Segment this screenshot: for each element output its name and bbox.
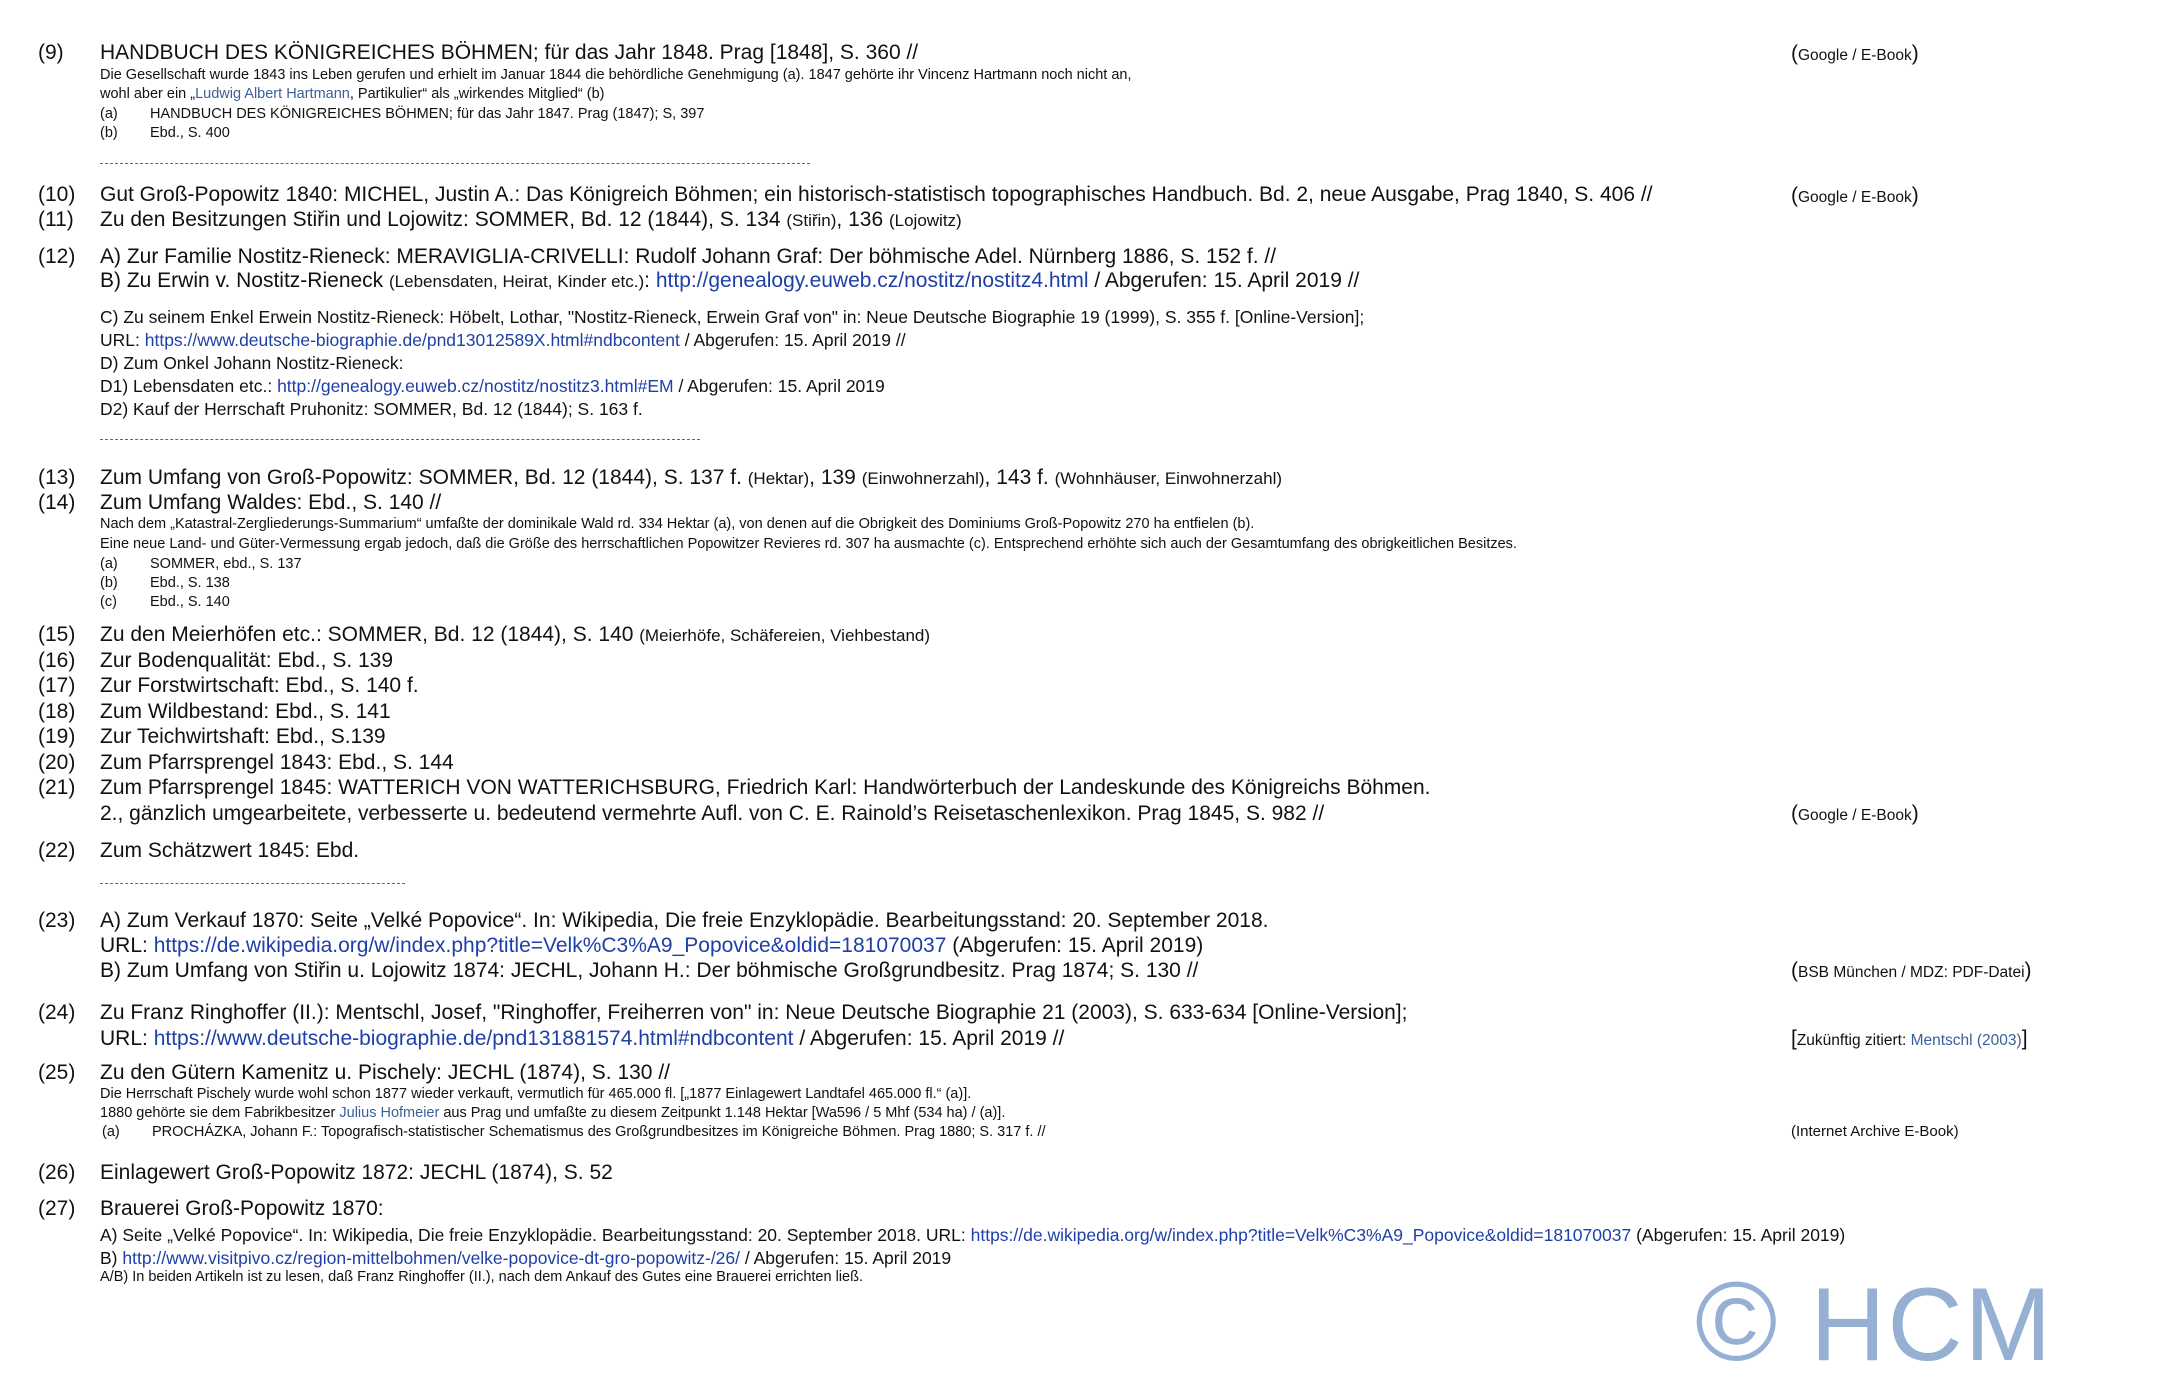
footnote-number: (26) xyxy=(38,1161,76,1184)
footnote-number: (24) xyxy=(38,1001,76,1024)
citation-text: B) Zum Umfang von Stiřin u. Lojowitz 1874: JECHL, Johann H.: Der böhmische Großgrundbesitz. Prag 1874; S. 130 // xyxy=(100,959,1199,982)
citation-text: Zu den Meierhöfen etc.: SOMMER, Bd. 12 (1844), S. 140 (Meierhöfe, Schäfereien, Viehbestand) xyxy=(100,623,931,646)
footnote-number: (22) xyxy=(38,839,76,862)
footnote-number: (23) xyxy=(38,909,76,932)
citation-text: B) http://www.visitpivo.cz/region-mittelbohmen/velke-popovice-dt-gro-popowitz-/26/ / Abgerufen: 15. April 2019 xyxy=(100,1248,952,1268)
sub-reference: (a) HANDBUCH DES KÖNIGREICHES BÖHMEN; für das Jahr 1847. Prag (1847); S, 397 xyxy=(100,106,705,122)
citation-text: A) Zur Familie Nostitz-Rieneck: MERAVIGLIA-CRIVELLI: Rudolf Johann Graf: Der böhmische Adel. Nürnberg 1886, S. 152 f. // xyxy=(100,245,1277,268)
source-text: Google / E-Book xyxy=(1798,47,1912,64)
citation-text: Gut Groß-Popowitz 1840: MICHEL, Justin A.: Das Königreich Böhmen; ein historisch-statistisch topographisches Handbuch. Bd. 2, neue Ausgabe, Prag 1840, S. 406 // xyxy=(100,183,1653,206)
citation-shortlink[interactable]: Mentschl (2003) xyxy=(1910,1032,2022,1049)
genealogy-link[interactable]: http://genealogy.euweb.cz/nostitz/nostitz3.html#EM xyxy=(277,376,674,396)
citation-text: 2., gänzlich umgearbeitete, verbesserte u. bedeutend vermehrte Aufl. von C. E. Rainold’s Reisetaschenlexikon. Prag 1845, S. 982 // xyxy=(100,802,1325,825)
source-label: (Google / E-Book) xyxy=(1791,42,1919,65)
person-link[interactable]: Ludwig Albert Hartmann xyxy=(195,86,350,102)
citation-text: Zum Umfang von Groß-Popowitz: SOMMER, Bd. 12 (1844), S. 137 f. (Hektar), 139 (Einwohnerzahl), 143 f. (Wohnhäuser, Einwohnerzahl) xyxy=(100,466,1283,489)
sub-reference: (a) PROCHÁZKA, Johann F.: Topografisch-statistischer Schematismus des Großgrundbesitzes im Königreiche Böhmen. Prag 1880; S. 317 f. // xyxy=(102,1124,1046,1140)
footnote-number: (17) xyxy=(38,674,76,697)
sub-reference: (a) SOMMER, ebd., S. 137 xyxy=(100,556,302,572)
citation-text: Zur Forstwirtschaft: Ebd., S. 140 f. xyxy=(100,674,419,697)
citation-text: B) Zu Erwin v. Nostitz-Rieneck (Lebensdaten, Heirat, Kinder etc.): http://genealogy.euweb.cz/nostitz/nostitz4.html / Abgerufen: 15. April 2019 // xyxy=(100,269,1360,292)
wikipedia-link[interactable]: https://de.wikipedia.org/w/index.php?title=Velk%C3%A9_Popovice&oldid=181070037 xyxy=(970,1225,1632,1245)
sub-reference: (b) Ebd., S. 400 xyxy=(100,125,230,141)
url-line: URL: https://de.wikipedia.org/w/index.php?title=Velk%C3%A9_Popovice&oldid=181070037 (Abgerufen: 15. April 2019) xyxy=(100,934,1204,957)
footnote-number: (13) xyxy=(38,466,76,489)
visitpivo-link[interactable]: http://www.visitpivo.cz/region-mittelbohmen/velke-popovice-dt-gro-popowitz-/26/ xyxy=(122,1248,741,1268)
note-text: Die Gesellschaft wurde 1843 ins Leben gerufen und erhielt im Januar 1844 die behördliche Genehmigung (a). 1847 gehörte ihr Vincenz Hartmann noch nicht an, xyxy=(100,67,1132,83)
citation-text: Einlagewert Groß-Popowitz 1872: JECHL (1874), S. 52 xyxy=(100,1161,613,1184)
citation-text: Zum Umfang Waldes: Ebd., S. 140 // xyxy=(100,491,442,514)
deutsche-biographie-link[interactable]: https://www.deutsche-biographie.de/pnd13012589X.html#ndbcontent xyxy=(144,330,680,350)
citation-text: Zu den Gütern Kamenitz u. Pischely: JECHL (1874), S. 130 // xyxy=(100,1061,670,1084)
deutsche-biographie-link[interactable]: https://www.deutsche-biographie.de/pnd131881574.html#ndbcontent xyxy=(153,1027,794,1050)
citation-text: Zum Pfarrsprengel 1845: WATTERICH VON WATTERICHSBURG, Friedrich Karl: Handwörterbuch der Landeskunde des Königreichs Böhmen. xyxy=(100,776,1431,799)
citation-text: Zu Franz Ringhoffer (II.): Mentschl, Josef, "Ringhoffer, Freiherren von" in: Neue Deutsche Biographie 21 (2003), S. 633-634 [Online-Version]; xyxy=(100,1001,1408,1024)
wikipedia-link[interactable]: https://de.wikipedia.org/w/index.php?title=Velk%C3%A9_Popovice&oldid=181070037 xyxy=(153,934,947,957)
source-label: (BSB München / MDZ: PDF-Datei) xyxy=(1791,959,2032,982)
note-text: wohl aber ein „Ludwig Albert Hartmann, Partikulier“ als „wirkendes Mitglied“ (b) xyxy=(100,86,605,102)
citation-text: A) Seite „Velké Popovice“. In: Wikipedia, Die freie Enzyklopädie. Bearbeitungsstand: 20. September 2018. URL: https://de.wikipedia.org/w/index.php?title=Velk%C3%A9_Popovice&oldid=181070037 (Abgerufen: 15. April 2019) xyxy=(100,1225,1846,1245)
footnote-number: (21) xyxy=(38,776,76,799)
sub-reference: (b) Ebd., S. 138 xyxy=(100,575,230,591)
separator-line xyxy=(100,163,810,164)
citation-text: A) Zum Verkauf 1870: Seite „Velké Popovice“. In: Wikipedia, Die freie Enzyklopädie. Bearbeitungsstand: 20. September 2018. xyxy=(100,909,1269,932)
note-text: A/B) In beiden Artikeln ist zu lesen, daß Franz Ringhoffer (II.), nach dem Ankauf des Gutes eine Brauerei errichten ließ. xyxy=(100,1269,863,1285)
footnote-number: (11) xyxy=(38,208,74,231)
url-line: URL: https://www.deutsche-biographie.de/pnd131881574.html#ndbcontent / Abgerufen: 15. April 2019 // xyxy=(100,1027,1065,1050)
citation-text: Zur Teichwirtshaft: Ebd., S.139 xyxy=(100,725,386,748)
copyright-watermark xyxy=(1695,1259,2054,1384)
sub-reference: (c) Ebd., S. 140 xyxy=(100,594,230,610)
source-label: (Google / E-Book) xyxy=(1791,184,1919,207)
citation-text: Zum Pfarrsprengel 1843: Ebd., S. 144 xyxy=(100,751,454,774)
separator-line xyxy=(100,439,700,440)
footnote-number: (14) xyxy=(38,491,76,514)
citation-text: Zum Wildbestand: Ebd., S. 141 xyxy=(100,700,391,723)
footnote-number: (9) xyxy=(38,41,64,64)
note-text: Eine neue Land- und Güter-Vermessung ergab jedoch, daß die Größe des herrschaftlichen Popowitzer Revieres rd. 307 ha ausmachte (c). Entsprechend erhöhte sich auch der Gesamtumfang des obrigkeitlichen Besitzes. xyxy=(100,536,1517,552)
source-text: BSB München / MDZ: PDF-Datei xyxy=(1798,964,2025,981)
citation-text: Brauerei Groß-Popowitz 1870: xyxy=(100,1197,384,1220)
citation-text: Zu den Besitzungen Stiřin und Lojowitz: SOMMER, Bd. 12 (1844), S. 134 (Stiřin), 136 (Lojowitz) xyxy=(100,208,962,231)
footnote-number: (16) xyxy=(38,649,76,672)
source-text: Google / E-Book xyxy=(1798,807,1912,824)
copyright-icon: © xyxy=(1695,1259,1780,1384)
citation-text: C) Zu seinem Enkel Erwein Nostitz-Rieneck: Höbelt, Lothar, "Nostitz-Rieneck, Erwein Graf von" in: Neue Deutsche Biographie 19 (1999), S. 355 f. [Online-Version]; xyxy=(100,307,1365,327)
note-text: Nach dem „Katastral-Zergliederungs-Summarium“ umfaßte der dominikale Wald rd. 334 Hektar (a), von denen auf die Obrigkeit des Dominiums Groß-Popowitz 270 ha entfielen (b). xyxy=(100,516,1255,532)
source-label: (Google / E-Book) xyxy=(1791,802,1919,825)
source-label: [Zukünftig zitiert: Mentschl (2003)] xyxy=(1791,1027,2028,1050)
citation-text: HANDBUCH DES KÖNIGREICHES BÖHMEN; für das Jahr 1848. Prag [1848], S. 360 // xyxy=(100,41,919,64)
citation-text: Zum Schätzwert 1845: Ebd. xyxy=(100,839,360,862)
source-text: Google / E-Book xyxy=(1798,189,1912,206)
watermark-text: HCM xyxy=(1779,1267,2054,1383)
source-label: (Internet Archive E-Book) xyxy=(1791,1123,1959,1140)
citation-text: Zur Bodenqualität: Ebd., S. 139 xyxy=(100,649,394,672)
footnote-number: (15) xyxy=(38,623,76,646)
footnote-number: (27) xyxy=(38,1197,76,1220)
footnote-number: (19) xyxy=(38,725,76,748)
footnote-number: (10) xyxy=(38,183,76,206)
footnote-number: (20) xyxy=(38,751,76,774)
genealogy-link[interactable]: http://genealogy.euweb.cz/nostitz/nostitz4.html xyxy=(655,269,1089,292)
citation-text: D1) Lebensdaten etc.: http://genealogy.euweb.cz/nostitz/nostitz3.html#EM / Abgerufen: 15. April 2019 xyxy=(100,376,885,396)
note-text: 1880 gehörte sie dem Fabrikbesitzer Julius Hofmeier aus Prag und umfaßte zu diesem Zeitpunkt 1.148 Hektar [Wa596 / 5 Mhf (534 ha) / (a)]. xyxy=(100,1105,1006,1121)
footnote-number: (18) xyxy=(38,700,76,723)
person-link[interactable]: Julius Hofmeier xyxy=(339,1105,440,1121)
citation-text: D) Zum Onkel Johann Nostitz-Rieneck: xyxy=(100,353,404,373)
note-text: Die Herrschaft Pischely wurde wohl schon 1877 wieder verkauft, vermutlich für 465.000 fl. [„1877 Einlagewert Landtafel 465.000 fl.“ (a)]. xyxy=(100,1086,972,1102)
footnote-number: (12) xyxy=(38,245,76,268)
citation-text: D2) Kauf der Herrschaft Pruhonitz: SOMMER, Bd. 12 (1844); S. 163 f. xyxy=(100,399,643,419)
url-line: URL: https://www.deutsche-biographie.de/pnd13012589X.html#ndbcontent / Abgerufen: 15. April 2019 // xyxy=(100,330,906,350)
footnote-number: (25) xyxy=(38,1061,76,1084)
separator-line xyxy=(100,883,405,884)
